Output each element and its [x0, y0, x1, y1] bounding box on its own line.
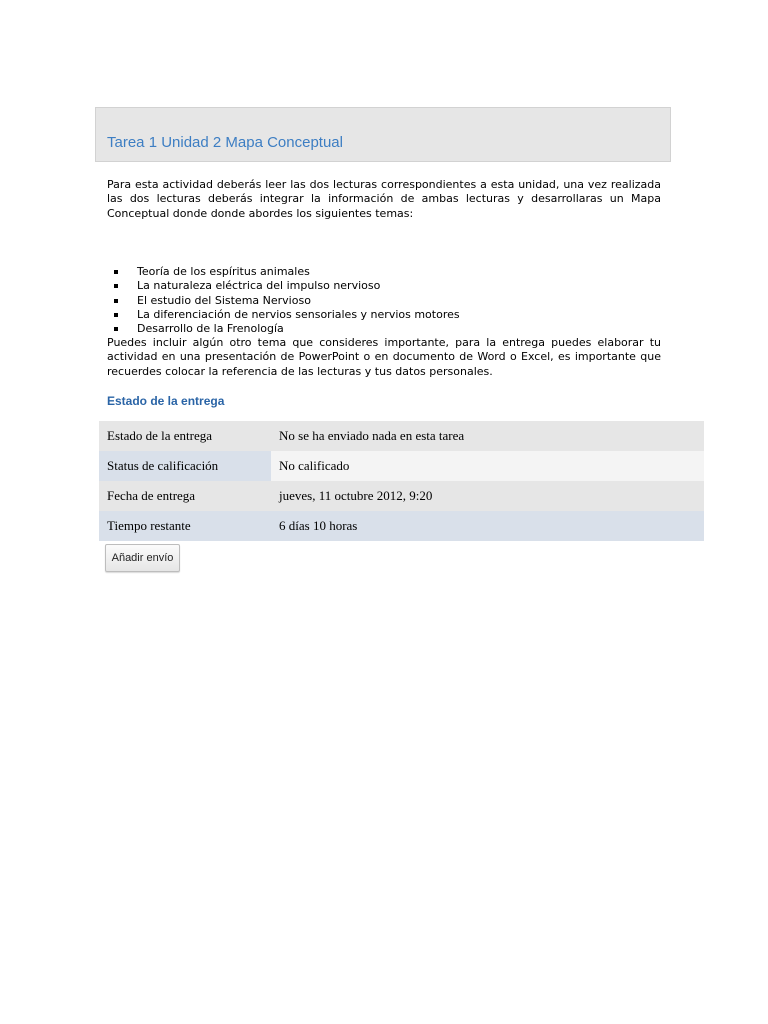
- topic-text: La diferenciación de nervios sensoriales y nervios motores: [137, 307, 460, 321]
- topic-text: La naturaleza eléctrica del impulso nervioso: [137, 279, 381, 293]
- list-item: [107, 279, 460, 293]
- submission-status-table: [99, 421, 704, 541]
- topic-list: [107, 265, 460, 336]
- topic-text: Desarrollo de la Frenología: [137, 322, 284, 336]
- assignment-intro: Para esta actividad deberás leer las dos lecturas correspondientes a esta unidad, una vez realizada las dos lecturas deberás integrar la información de ambas lecturas y desarrollaras un Mapa Conceptual donde donde abordes los siguientes temas:: [107, 178, 661, 220]
- topic-text: Teoría de los espíritus animales: [137, 265, 310, 278]
- list-item: [107, 294, 460, 308]
- square-bullet-icon: [114, 313, 118, 317]
- assignment-closing: Puedes incluir algún otro tema que consideres importante, para la entrega puedes elaborar tu actividad en una presentación de PowerPoint o en documento de Word o Excel, es importante que recuerdes colocar la referencia de las lecturas y tus datos personales.: [107, 336, 661, 378]
- table-row: [99, 481, 704, 511]
- row-label: Fecha de entrega: [99, 481, 271, 511]
- list-item: [107, 308, 460, 322]
- row-label: Estado de la entrega: [99, 421, 271, 451]
- square-bullet-icon: [114, 299, 118, 303]
- row-label: Status de calificación: [99, 451, 271, 481]
- submission-status-heading: Estado de la entrega: [107, 394, 225, 408]
- list-item: [107, 265, 460, 279]
- row-value: jueves, 11 octubre 2012, 9:20: [271, 481, 704, 511]
- row-label: Tiempo restante: [99, 511, 271, 541]
- table-row: [99, 511, 704, 541]
- assignment-title-box: [95, 107, 671, 162]
- square-bullet-icon: [114, 327, 118, 331]
- assignment-title: Tarea 1 Unidad 2 Mapa Conceptual: [107, 134, 343, 151]
- row-value: 6 días 10 horas: [271, 511, 704, 541]
- row-value: No se ha enviado nada en esta tarea: [271, 421, 704, 451]
- square-bullet-icon: [114, 284, 118, 288]
- table-row: [99, 421, 704, 451]
- add-submission-button[interactable]: Añadir envío: [105, 544, 180, 572]
- topic-text: El estudio del Sistema Nervioso: [137, 293, 311, 307]
- square-bullet-icon: [114, 270, 118, 274]
- row-value: No calificado: [271, 451, 704, 481]
- list-item: [107, 322, 460, 336]
- table-row: [99, 451, 704, 481]
